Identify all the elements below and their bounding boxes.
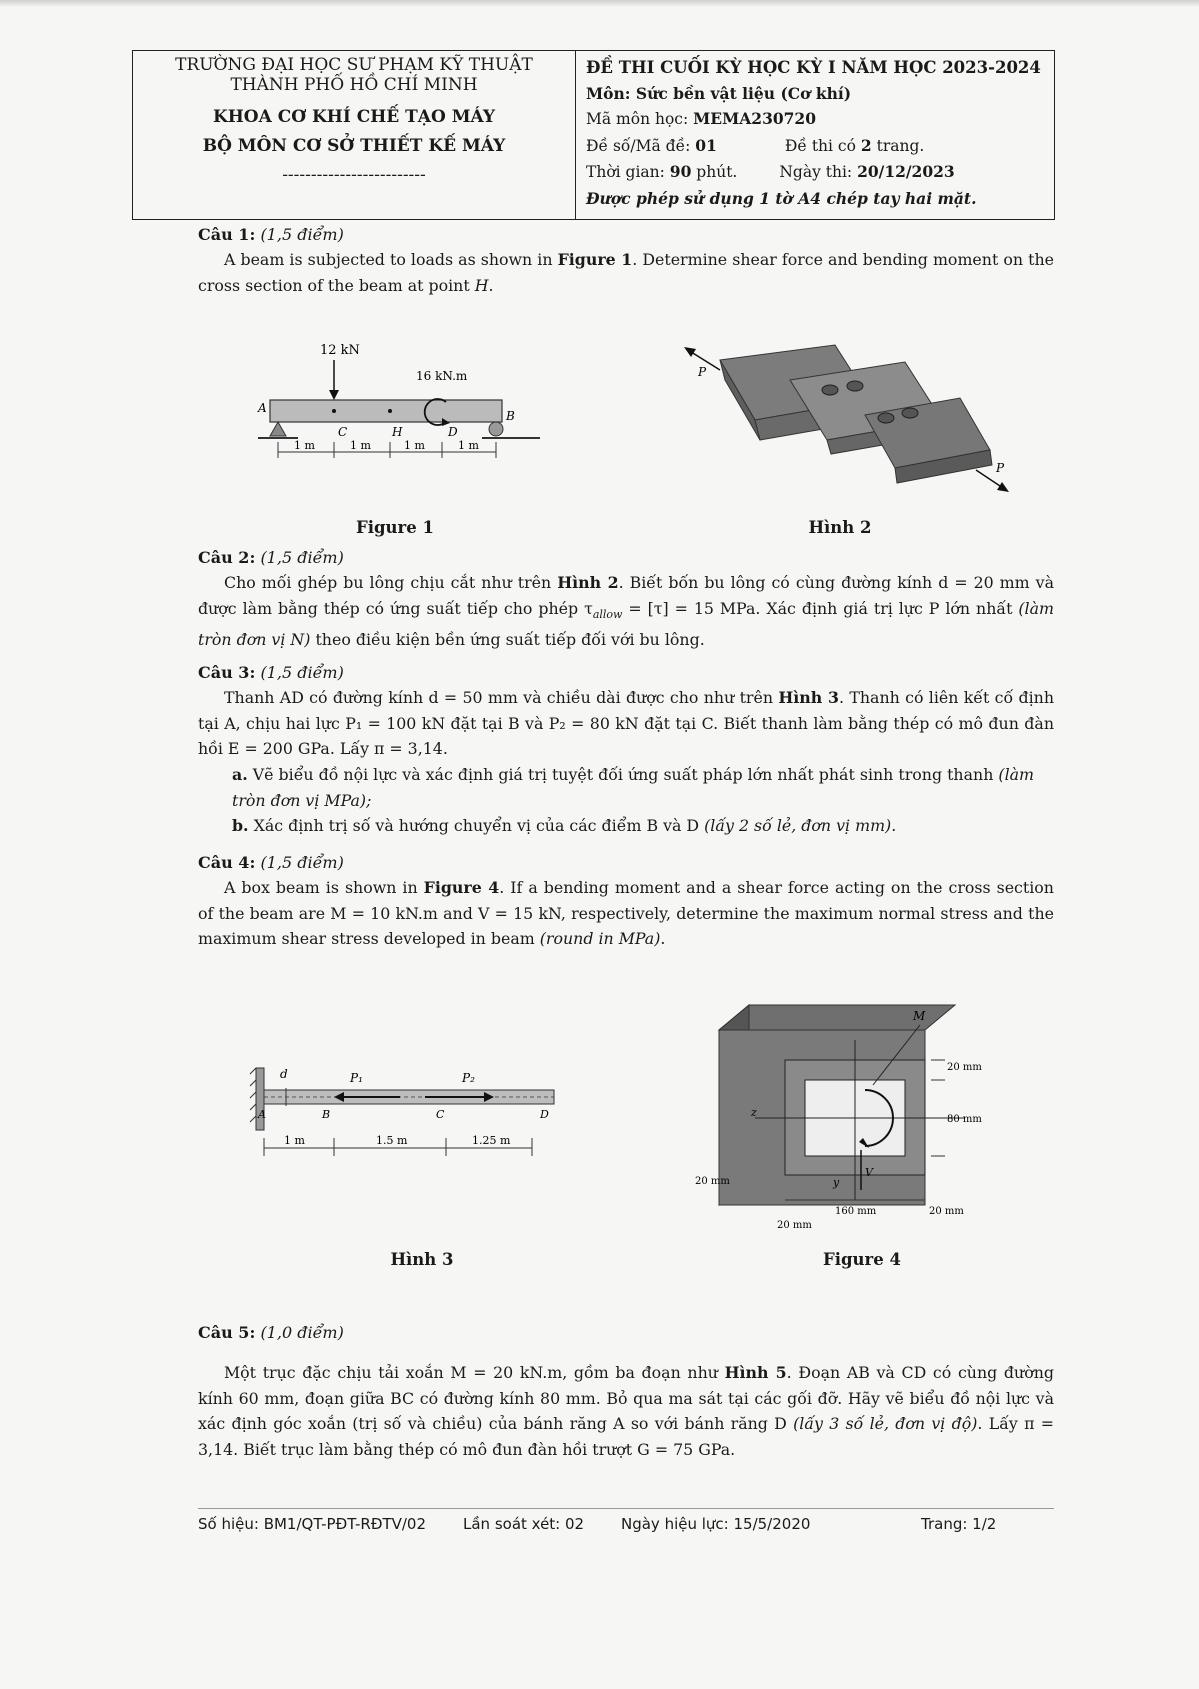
q1-text-c: . [488, 275, 494, 295]
institution-block [133, 51, 576, 219]
q5-text-a: Một trục đặc chịu tải xoắn M = 20 kN.m, gồm ba đoạn như [224, 1363, 725, 1382]
university-line2: THÀNH PHỐ HỒ CHÍ MINH [230, 75, 478, 95]
fig1-dim-3: 1 m [404, 439, 425, 452]
fig1-point-a: A [258, 401, 267, 415]
q3-figure-ref: Hình 3 [778, 688, 839, 707]
scan-top-edge [0, 0, 1199, 7]
fig1-moment-label: 16 kN.m [416, 369, 468, 383]
course-code-label: Mã môn học: [586, 110, 694, 128]
q3a-label: a. [232, 765, 248, 784]
figure-2-bolted-joint [680, 340, 1010, 515]
q4-note: (round in MPa) [539, 929, 661, 948]
q4-text-b: . If a bending moment and a shear force acting on the cross section of the beam are M = 10 kN.m and V = 15 kN, respectively, determine the maximum normal stress and the maximum shear stress developed in beam [198, 878, 1054, 948]
fig4-axis-y: y [833, 1176, 840, 1189]
q2-text-c: = [τ] = 15 MPa. Xác định giá trị lực P lớn nhất [622, 598, 1019, 618]
q5-text-c: . Lấy π = 3,14. Biết trục làm bằng thép có mô đun đàn hồi trượt G = 75 GPa. [198, 1414, 1054, 1459]
page-footer [198, 1508, 1054, 1533]
q3-text-b: . Thanh có liên kết cố định tại A, chịu hai lực P₁ = 100 kN đặt tại B và P₂ = 80 kN đặt tại C. Biết thanh làm bằng thép có mô đun đàn hồi E = 200 GPa. Lấy π = 3,14. [198, 688, 1054, 758]
footer-revision: Lần soát xét: 02 [463, 1515, 585, 1533]
q3a-text: Vẽ biểu đồ nội lực và xác định giá trị tuyệt đối ứng suất pháp lớn nhất phát sinh trong thanh [247, 765, 999, 784]
question-2-text [198, 570, 1054, 653]
fig1-beam-body [270, 400, 502, 422]
q4-figure-ref: Figure 4 [423, 878, 500, 897]
fig4-dim-left-web: 20 mm [777, 1220, 812, 1231]
time-value: 90 [669, 162, 692, 181]
q3b-text: Xác định trị số và hướng chuyển vị của các điểm B và D [248, 816, 705, 835]
q1-figure-ref: Figure 1 [557, 250, 633, 269]
q2-figure-ref: Hình 2 [557, 573, 619, 592]
question-4-heading [198, 850, 344, 875]
exam-info-block [576, 51, 1041, 219]
question-5-label: Câu 5: [198, 1323, 256, 1342]
fig2-bolt-4 [902, 408, 918, 418]
fig4-axis-z: z [751, 1106, 757, 1119]
fig2-bolt-2 [847, 381, 863, 391]
fig4-dim-top-flange: 20 mm [947, 1062, 982, 1073]
fig3-p2-label: P₂ [462, 1071, 475, 1085]
figure-1-beam [250, 330, 570, 480]
fig3-dim-1: 1 m [284, 1134, 305, 1147]
fig1-dim-1: 1 m [294, 439, 315, 452]
footer-effective-date: Ngày hiệu lực: 15/5/2020 [621, 1515, 811, 1533]
question-1-points: (1,5 điểm) [260, 225, 344, 244]
figure-1-caption: Figure 1 [356, 518, 434, 537]
fig2-bolt-1 [822, 385, 838, 395]
question-5-heading [198, 1320, 344, 1345]
exam-note: Được phép sử dụng 1 tờ A4 chép tay hai mặt. [586, 188, 977, 208]
time-line [586, 159, 1041, 186]
figure-2-caption: Hình 2 [808, 518, 872, 537]
fig4-shear-label: V [865, 1166, 873, 1179]
pages-label: Đề thi có [784, 136, 861, 155]
fig1-point-b: B [506, 409, 515, 423]
question-2-heading [198, 545, 344, 570]
fig3-p1-label: P₁ [350, 1071, 363, 1085]
question-3b [232, 813, 1054, 839]
department-name: BỘ MÔN CƠ SỞ THIẾT KẾ MÁY [202, 136, 506, 156]
fig4-dim-web-height: 80 mm [947, 1114, 982, 1125]
time-label: Thời gian: [586, 163, 670, 181]
q1-text-b: . Determine shear force and bending moment on the cross section of the beam at point [198, 250, 1054, 295]
fig1-dim-4: 1 m [458, 439, 479, 452]
question-3-label: Câu 3: [198, 663, 256, 682]
q4-text-c: . [660, 929, 666, 948]
version-line [586, 133, 1041, 160]
date-label: Ngày thi: [779, 163, 858, 181]
figure-4-caption: Figure 4 [823, 1250, 901, 1269]
fig3-dim-3: 1.25 m [472, 1134, 511, 1147]
course-code-line [586, 106, 1041, 133]
time-suffix: phút. [691, 163, 738, 181]
question-3a [232, 762, 1054, 813]
question-5-text [198, 1360, 1054, 1462]
fig1-point-c: C [338, 425, 348, 439]
exam-header [132, 50, 1055, 220]
q2-note: (làm tròn đơn vị N) [198, 598, 1055, 650]
fig4-dim-right-web: 20 mm [929, 1206, 964, 1217]
figure-3-axial-bar [250, 1060, 590, 1170]
q3b-end: . [891, 816, 897, 835]
q2-subscript: allow [592, 607, 623, 621]
question-4-label: Câu 4: [198, 853, 256, 872]
q5-note: (lấy 3 số lẻ, đơn vị độ) [793, 1414, 978, 1433]
header-separator: ------------------------- [282, 165, 426, 185]
q3-text-a: Thanh AD có đường kính d = 50 mm và chiều dài được cho như trên [224, 688, 779, 707]
fig1-dim-2: 1 m [350, 439, 371, 452]
q4-text-a: A box beam is shown in [224, 878, 424, 897]
figure-4-box-beam [695, 1000, 1075, 1235]
fig1-point-h-dot [388, 409, 392, 413]
fig3-point-a: A [258, 1108, 266, 1121]
version-label: Đề số/Mã đề: [586, 136, 696, 155]
q1-text-a: A beam is subjected to loads as shown in [224, 250, 558, 269]
question-3-points: (1,5 điểm) [260, 663, 344, 682]
question-4-points: (1,5 điểm) [260, 853, 344, 872]
q2-text-a: Cho mối ghép bu lông chịu cắt như trên [224, 573, 558, 592]
subject-name: Môn: Sức bền vật liệu (Cơ khí) [586, 83, 852, 103]
fig4-moment-label: M [913, 1009, 926, 1023]
fig1-point-d: D [448, 425, 458, 439]
question-1-label: Câu 1: [198, 225, 256, 244]
question-1-heading [198, 222, 344, 247]
fig1-roller-support [489, 422, 503, 436]
q5-text-b: . Đoạn AB và CD có cùng đường kính 60 mm, đoạn giữa BC có đường kính 80 mm. Bỏ qua ma sát tại các gối đỡ. Hãy vẽ biểu đồ nội lực và xác định góc xoắn (trị số và chiều) của bánh răng A so với bánh răng D [198, 1363, 1054, 1433]
version-value: 01 [695, 135, 717, 155]
question-4-text [198, 875, 1054, 952]
question-5-points: (1,0 điểm) [260, 1323, 344, 1342]
fig1-load-arrowhead [329, 390, 339, 400]
university-line1: TRƯỜNG ĐẠI HỌC SƯ PHẠM KỸ THUẬT [175, 55, 533, 75]
fig3-point-c: C [436, 1108, 445, 1121]
fig2-bolt-3 [878, 413, 894, 423]
fig4-dim-width: 160 mm [835, 1206, 877, 1217]
question-3-heading [198, 660, 344, 685]
question-3-text [198, 685, 1054, 762]
fig1-pin-support [270, 422, 286, 436]
fig2-force-left-label: P [698, 365, 707, 379]
fig3-point-b: B [322, 1108, 331, 1121]
course-code: MEMA230720 [693, 109, 816, 128]
q5-figure-ref: Hình 5 [724, 1363, 787, 1382]
pages-suffix: trang. [871, 136, 925, 155]
footer-form-code: Số hiệu: BM1/QT-PĐT-RĐTV/02 [198, 1515, 427, 1533]
question-1-text [198, 247, 1054, 298]
question-2-label: Câu 2: [198, 548, 256, 567]
fig3-diameter-label: d [280, 1067, 288, 1081]
fig1-load-label: 12 kN [320, 343, 360, 358]
fig3-point-d: D [540, 1108, 549, 1121]
q3a-note: (làm tròn đơn vị MPa); [232, 765, 1035, 810]
pages-value: 2 [860, 135, 872, 155]
q3b-note: (lấy 2 số lẻ, đơn vị mm) [704, 816, 892, 835]
fig1-point-h: H [392, 425, 403, 439]
fig2-force-right-label: P [996, 461, 1005, 475]
fig1-point-c-dot [332, 409, 336, 413]
fig3-dim-2: 1.5 m [376, 1134, 408, 1147]
q2-text-b: . Biết bốn bu lông có cùng đường kính d = 20 mm và được làm bằng thép có ứng suất tiếp cho phép τ [198, 573, 1054, 618]
question-2-points: (1,5 điểm) [260, 548, 344, 567]
q2-text-d: theo điều kiện bền ứng suất tiếp đối với bu lông. [310, 630, 705, 650]
exam-title: ĐỀ THI CUỐI KỲ HỌC KỲ I NĂM HỌC 2023-2024 [586, 58, 1041, 77]
faculty-name: KHOA CƠ KHÍ CHẾ TẠO MÁY [212, 107, 496, 127]
exam-date: 20/12/2023 [857, 162, 955, 181]
fig4-dim-bottom-flange: 20 mm [695, 1176, 730, 1187]
q1-point: H [474, 275, 489, 295]
footer-page-number: Trang: 1/2 [921, 1515, 997, 1533]
figure-3-caption: Hình 3 [390, 1250, 454, 1269]
q3b-label: b. [232, 816, 249, 835]
